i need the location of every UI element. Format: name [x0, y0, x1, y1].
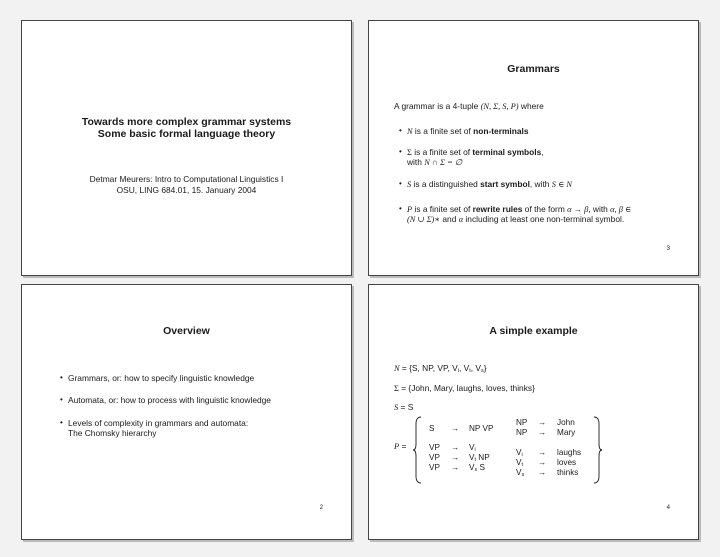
slide3-item-2-text: Automata, or: how to process with linguistic knowledge	[68, 395, 271, 405]
b1-bold: non-terminals	[473, 126, 529, 136]
b4-sym: P	[407, 205, 413, 214]
b3-math: S ∈ N	[551, 180, 572, 189]
p-sym: P	[394, 442, 400, 451]
b2-line2-pre: with	[407, 157, 425, 167]
rule-rhs: NP VP	[469, 424, 494, 433]
bullet-icon: •	[60, 395, 63, 404]
n-sym: N	[394, 364, 400, 373]
rule-rhs	[469, 453, 490, 463]
sigma-eq: = {John, Mary, laughs, loves, thinks}	[398, 383, 535, 393]
rule-arrow: →	[451, 463, 460, 472]
rule-rhs	[469, 443, 476, 453]
b4-line2-post: including at least one non-terminal symbol.	[463, 214, 625, 224]
intro-post: where	[518, 101, 544, 111]
rule-lhs	[516, 458, 523, 468]
n-eq: = {S, NP, VP, V	[399, 363, 458, 373]
slide3-item-3	[60, 418, 248, 428]
rule-lhs: NP	[516, 418, 528, 427]
slide3-page-number: 2	[319, 505, 323, 511]
rhs-post: S	[477, 463, 485, 472]
left-brace-icon	[412, 416, 422, 484]
b2-comma: ,	[541, 147, 544, 157]
rhs-sub: s	[474, 467, 478, 473]
slide2-bullet-2-line2	[407, 157, 462, 167]
slide3-item-1-text: Grammars, or: how to specify linguistic knowledge	[68, 373, 255, 383]
rhs-sub: t	[474, 457, 476, 463]
rule-lhs: NP	[516, 428, 528, 437]
slide3-item-3-line2: The Chomsky hierarchy	[68, 428, 157, 438]
s-sym: S	[394, 403, 399, 412]
rule-rhs: loves	[557, 458, 577, 467]
slide3-item-1	[60, 373, 254, 383]
slide-grammars	[368, 20, 699, 276]
slide2-intro	[394, 101, 544, 111]
b1-sym: N	[407, 127, 413, 136]
b4-line2-alpha: α	[458, 215, 464, 224]
slide4-s-def	[394, 402, 413, 412]
b4-pre: is a finite set of	[412, 204, 473, 214]
slide2-bullet-3	[399, 179, 572, 189]
b2-pre: is a finite set of	[411, 147, 473, 157]
b3-bold: start symbol	[480, 179, 530, 189]
n-sub-t: t	[469, 368, 471, 374]
bullet-icon: •	[60, 373, 63, 382]
rhs-v: V	[469, 453, 475, 462]
slide1-title-line2: Some basic formal language theory	[97, 128, 276, 140]
intro-tuple: (N, Σ, S, P)	[480, 102, 519, 111]
slide4-p-def	[394, 441, 406, 451]
rule-arrow: →	[451, 453, 460, 462]
rule-lhs: S	[429, 424, 435, 433]
slide2-bullet-1	[399, 126, 528, 136]
rhs-sub: i	[474, 447, 476, 453]
rule-lhs	[516, 448, 523, 458]
right-brace-icon	[593, 416, 603, 484]
rule-arrow: →	[451, 424, 460, 433]
rule-rhs: John	[557, 418, 575, 427]
n-mid2: , V	[470, 363, 481, 373]
lhs-v: V	[516, 448, 522, 457]
b4-line2-math: (N ∪ Σ)∗	[407, 215, 441, 224]
rule-rhs: laughs	[557, 448, 582, 457]
n-sub-s: s	[480, 368, 484, 374]
b4-mid: of the form	[522, 204, 568, 214]
rule-lhs	[516, 468, 524, 478]
rhs-post: NP	[476, 453, 490, 462]
slide2-title: Grammars	[507, 63, 560, 75]
intro-pre: A grammar is a 4-tuple	[394, 101, 481, 111]
slide1-title-line1: Towards more complex grammar systems	[81, 116, 292, 128]
slide-title	[21, 20, 352, 276]
b3-post: , with	[529, 179, 552, 189]
rule-rhs: thinks	[557, 468, 579, 477]
n-close: }	[483, 363, 487, 373]
b2-bold: terminal symbols	[472, 147, 542, 157]
lhs-sub: i	[521, 452, 523, 458]
slide-simple-example	[368, 284, 699, 540]
n-mid: , V	[458, 363, 470, 373]
rhs-v: V	[469, 463, 475, 472]
sigma-sym: Σ	[394, 384, 399, 393]
slide-overview	[21, 284, 352, 540]
bullet-icon: •	[399, 204, 402, 213]
b4-line2-mid: and	[440, 214, 459, 224]
b4-math2: α, β ∈	[610, 205, 632, 214]
b3-pre: is a distinguished	[411, 179, 481, 189]
rule-arrow: →	[538, 418, 547, 427]
b2-line2-math: N ∩ Σ = ∅	[424, 158, 463, 167]
lhs-sub: s	[521, 472, 525, 478]
rule-rhs	[469, 463, 485, 473]
slide4-sigma-def	[394, 383, 535, 393]
p-eq: =	[399, 441, 407, 451]
lhs-v: V	[516, 458, 522, 467]
rule-arrow: →	[538, 428, 547, 437]
rule-arrow: →	[538, 458, 547, 467]
rule-arrow: →	[538, 448, 547, 457]
rhs-v: V	[469, 443, 475, 452]
rule-lhs: VP	[429, 453, 440, 462]
s-eq: = S	[398, 402, 414, 412]
bullet-icon: •	[399, 147, 402, 156]
slide1-author-line1: Detmar Meurers: Intro to Computational Linguistics I	[89, 174, 284, 184]
slide4-n-def	[394, 363, 487, 374]
rule-arrow: →	[451, 443, 460, 452]
slide4-page-number: 4	[666, 505, 670, 511]
lhs-sub: t	[521, 462, 523, 468]
bullet-icon: •	[399, 126, 402, 135]
bullet-icon: •	[60, 418, 63, 427]
slide2-bullet-4	[399, 204, 631, 214]
rule-lhs: VP	[429, 463, 440, 472]
slide3-title: Overview	[163, 325, 210, 337]
bullet-icon: •	[399, 179, 402, 188]
slide4-title: A simple example	[489, 325, 578, 337]
rule-arrow: →	[538, 468, 547, 477]
rule-lhs: VP	[429, 443, 440, 452]
rule-rhs: Mary	[557, 428, 576, 437]
slide1-author-line2: OSU, LING 684.01, 15. January 2004	[116, 185, 257, 195]
n-sub-i: i	[457, 368, 459, 374]
b4-bold: rewrite rules	[472, 204, 523, 214]
b3-sym: S	[407, 180, 412, 189]
slide3-item-3-text: Levels of complexity in grammars and automata:	[68, 418, 249, 428]
lhs-v: V	[516, 468, 522, 477]
slide2-page-number: 3	[666, 246, 670, 252]
b1-pre: is a finite set of	[412, 126, 474, 136]
slide3-item-2	[60, 395, 271, 405]
b2-sym: Σ	[407, 148, 412, 157]
slide2-bullet-2	[399, 147, 544, 157]
b4-math1: α → β	[567, 205, 589, 214]
b4-mid2: , with	[588, 204, 611, 214]
slide2-bullet-4-line2	[407, 214, 624, 224]
